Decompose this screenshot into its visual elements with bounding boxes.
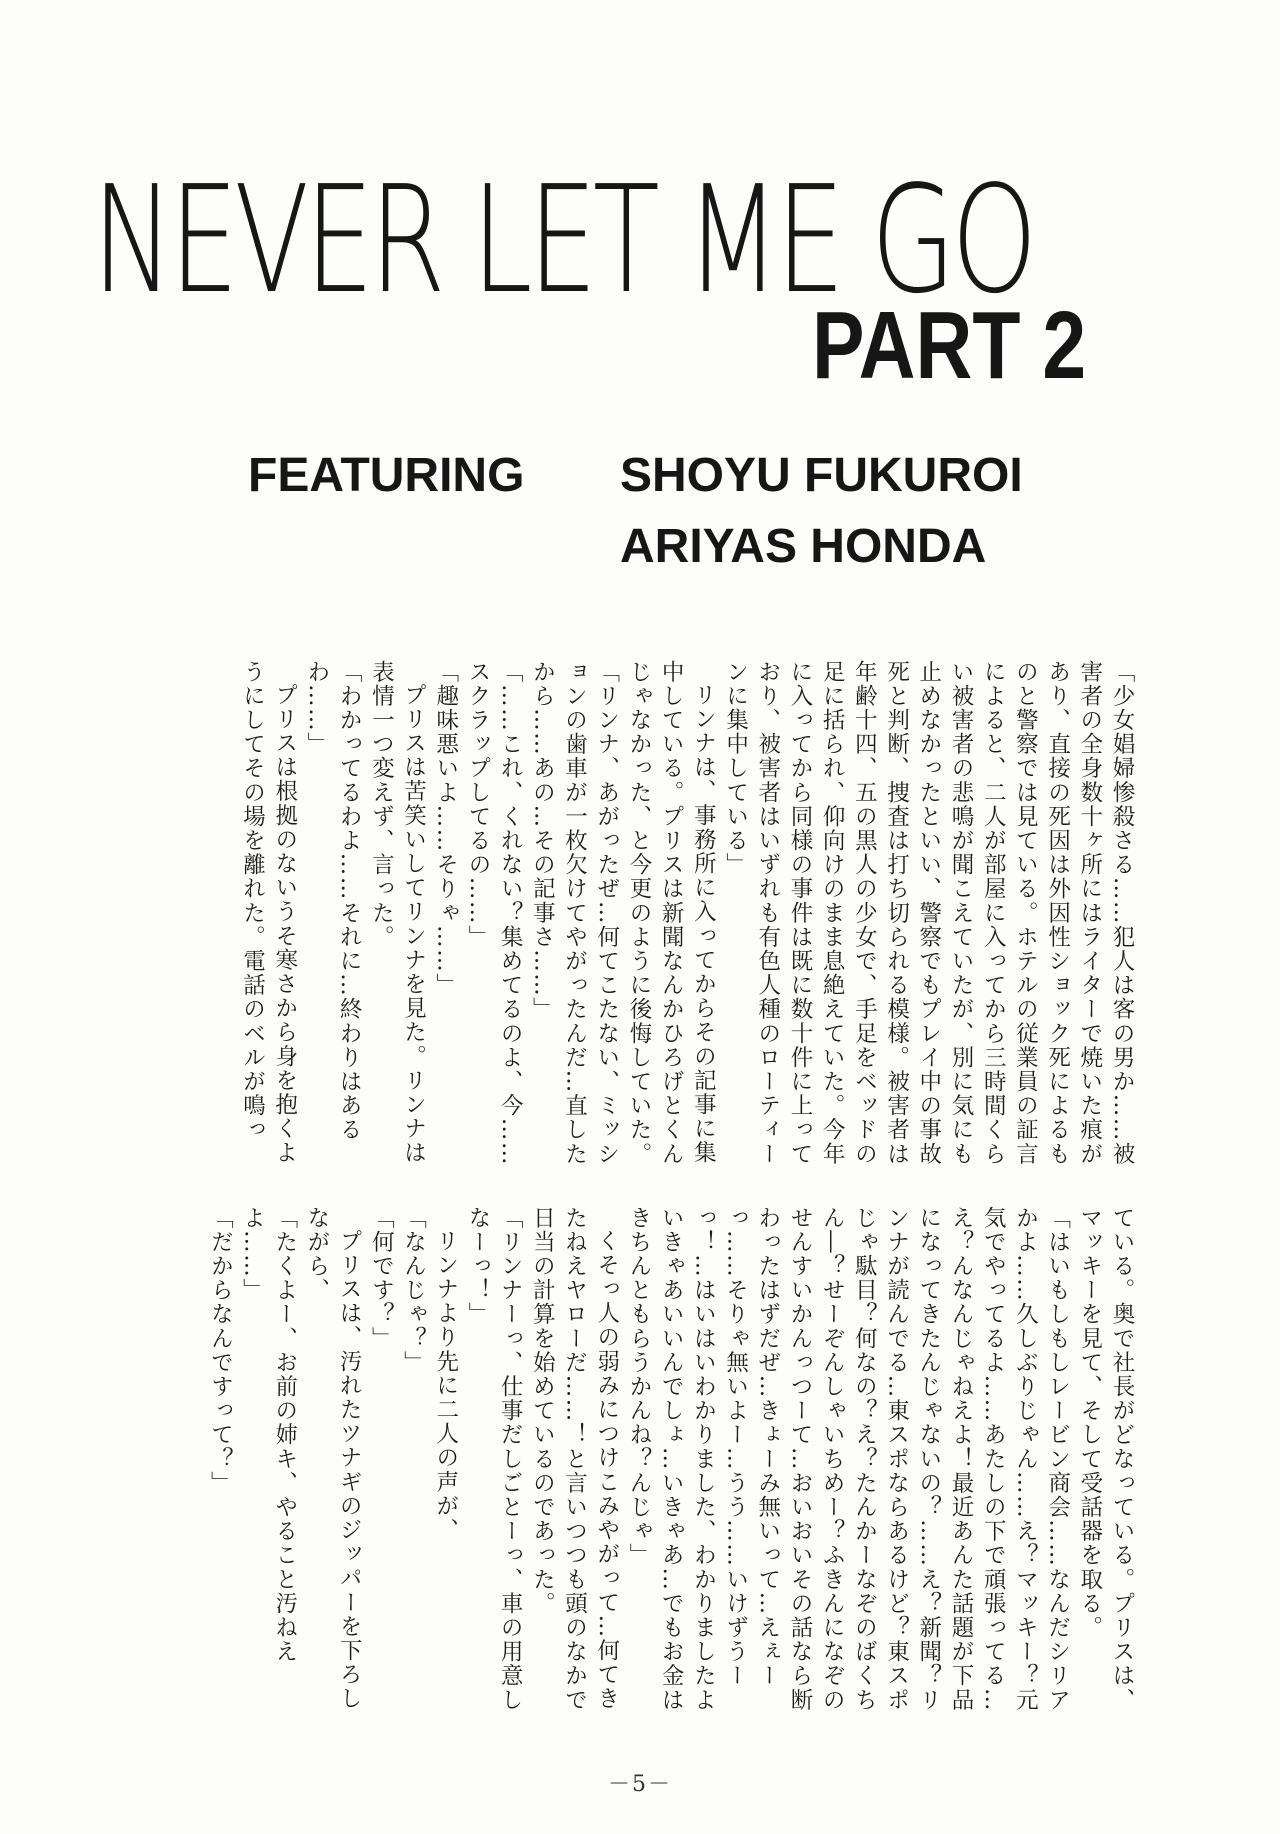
featuring-label: FEATURING: [248, 449, 525, 502]
paragraph: プリスは根拠のないうそ寒さから身を抱くようにしてその場を離れた。電話のベルが鳴っ: [239, 660, 298, 1165]
body-text-top-tier: [78, 660, 1138, 1185]
paragraph: リンナは、事務所に入ってからその記事に集中している。プリスは新聞なんかひろげとくんじゃなかった、と今更のように後悔していた。: [625, 660, 717, 1167]
paragraph: くそっ人の弱みにつけこみやがって…何てきたねえヤローだ……！と言いつつも頭のなかで日当の計算を始めているのであった。: [529, 1206, 620, 1713]
paragraph: 「リンナーっ、仕事だしごとーっ、車の用意しなーっ！」: [464, 1206, 524, 1713]
paragraph: 「リンナ、あがったぜ…何てこたない、ミッションの歯車が一枚欠けてやがったんだ…直したから……あの…その記事さ……」: [529, 660, 620, 1167]
paragraph: 「なんじゃ？」: [400, 1206, 427, 1375]
paragraph: 「わかってるわよ……それに…終わりはあるわ……」: [303, 660, 363, 1142]
paragraph: 「何です？」: [368, 1206, 395, 1351]
story-title: NEVER LET ME GO: [92, 154, 1034, 326]
page-number: －5－: [608, 1772, 672, 1797]
paragraph: ている。奥で社長がどなっている。プリスは、マッキーを見て、そして受話器を取る。: [1076, 1206, 1135, 1713]
paragraph: プリスは苦笑いしてリンナを見た。リンナは表情一つ変えず、言った。: [368, 660, 427, 1165]
story-subtitle: PART 2: [812, 292, 1087, 399]
author-name-1: SHOYU FUKUROI: [620, 449, 1023, 502]
paragraph: 「……これ、くれない？集めてるのよ、今……スクラップしてるの……」: [464, 660, 524, 1167]
paragraph: 「はいもしもしレービン商会……なんだシリアかよ……久しぶりじゃん……え？マッキー？元気でやってるよ……あたしの下で頑張ってる…え？んなんじゃねえよ！最近あんた話題が下品になってきたんじゃないの？……え？新聞？リンナが読んでる…東スポならあるけど？東スポじゃ駄目？何なの？え？たんかーなぞのばくちん―？せーぞんしゃいちめー？ふきんになぞのせんすいかんっつーて…おいおいその話なら断わったはずだぜ…きょーみ無いって…えぇーっ……そりゃ無いよー…うう……いけずうーっ！…はいはいわかりました、わかりましたよいきゃあいいんでしょ…いきゃあ…でもお金はきちんともらうかんね？んじゃ」: [625, 1206, 1071, 1713]
paragraph: プリスは、汚れたツナギのジッパーを下ろしながら、: [303, 1206, 363, 1711]
body-text-bottom-tier: [78, 1206, 1138, 1731]
paragraph: 「少女娼婦惨殺さる……犯人は客の男か……被害者の全身数十ヶ所にはライターで焼いた痕があり、直接の死因は外因性ショック死によるものと警察では見ている。ホテルの従業員の証言によると、二人が部屋に入ってから三時間くらい被害者の悲鳴が聞こえていたが、別に気にも止めなかったといい、警察でもプレイ中の事故死と判断、捜査は打ち切られる模様。被害者は年齢十四、五の黒人の少女で、手足をベッドの足に括られ、仰向けのまま息絶えていた。今年に入ってから同様の事件は既に数十件に上っており、被害者はいずれも有色人種のローティーンに集中している」: [722, 660, 1135, 1167]
paragraph: リンナより先に二人の声が、: [432, 1228, 459, 1542]
paragraph: 「だからなんですって？」: [207, 1206, 234, 1496]
paragraph: 「たくよー、お前の姉キ、やること汚ねえよ……」: [239, 1206, 298, 1664]
author-name-2: ARIYAS HONDA: [620, 520, 987, 573]
paragraph: 「趣味悪いよ……そりゃ……」: [432, 660, 459, 998]
